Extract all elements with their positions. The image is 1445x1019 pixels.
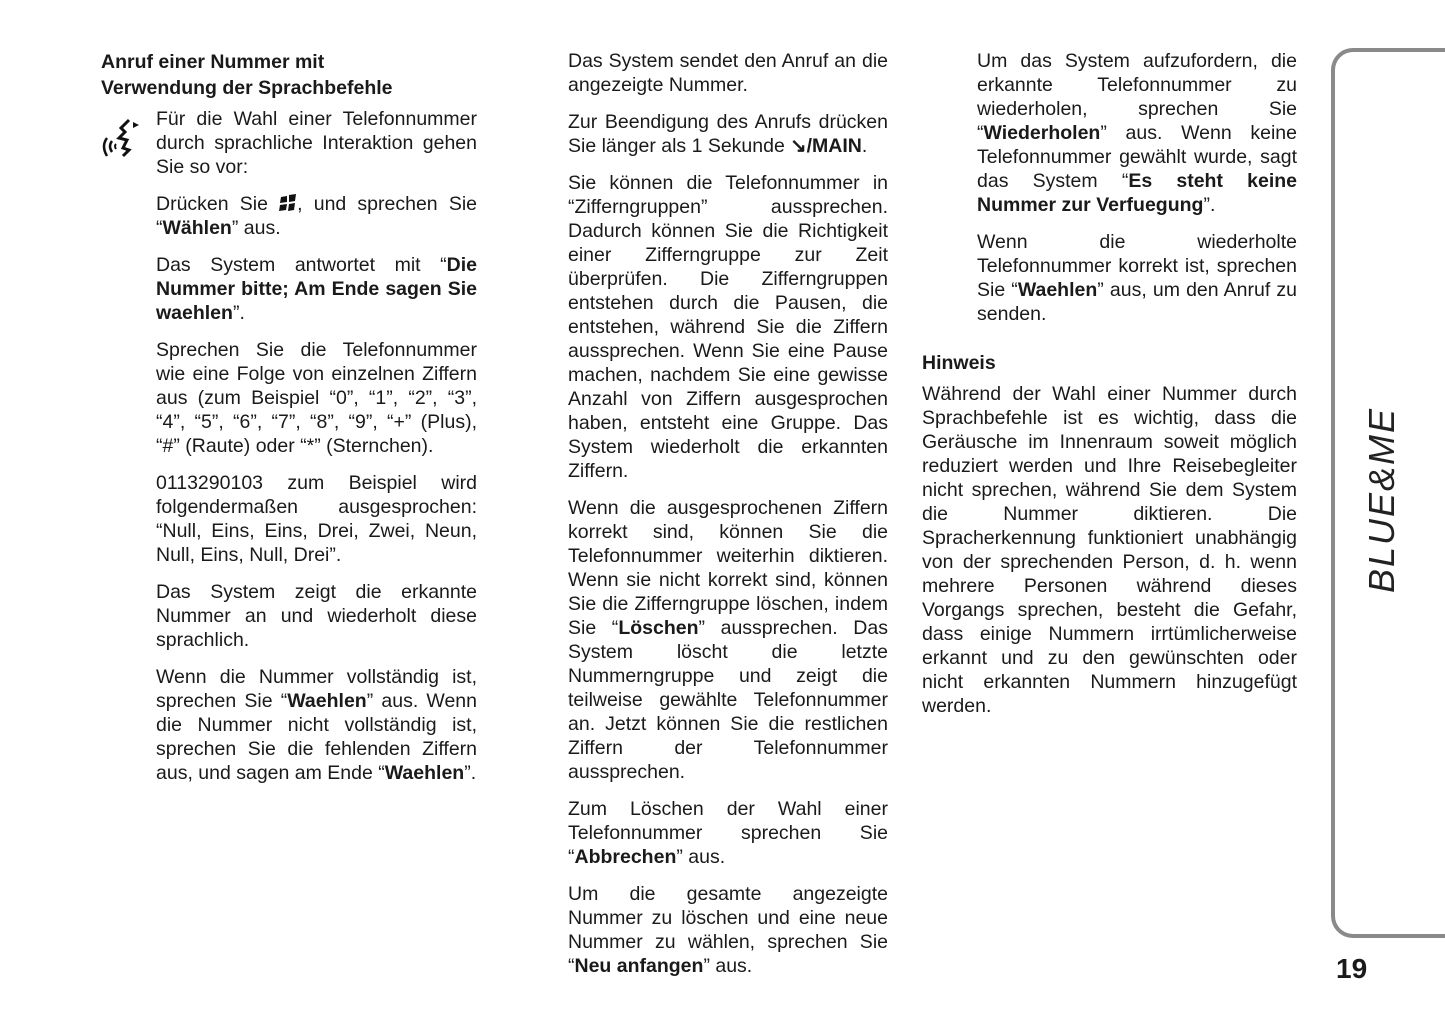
bold-text: Waehlen xyxy=(1017,279,1098,301)
bold-text: Waehlen xyxy=(384,762,465,784)
paragraph xyxy=(568,797,888,869)
bold-text: Es steht keine Nummer zur Verfuegung xyxy=(977,170,1297,216)
bold-text: ↘/MAIN xyxy=(790,135,862,157)
text: ” aussprechen. Das System löscht die letzte Nummerngruppe und zeigt die teilweise gewählte Telefonnummer an. Jetzt können Sie die restlichen Ziffern der Telefonnummer aussprechen. xyxy=(568,617,888,783)
text: Für die Wahl einer Telefonnummer durch sprachliche Interaktion gehen Sie so vor: xyxy=(156,108,477,178)
note-heading: Hinweis xyxy=(922,352,996,374)
paragraph xyxy=(977,230,1297,326)
text: Drücken Sie xyxy=(156,193,280,215)
page-number: 19 xyxy=(1336,953,1368,984)
text: ” aus. Wenn keine Telefonnummer gewählt wurde, sagt das System “ xyxy=(977,122,1297,192)
text: ” aus. xyxy=(703,955,753,977)
text: Wenn die ausgesprochenen Ziffern korrekt sind, können Sie die Telefonnummer weiterhin diktieren. Wenn sie nicht korrekt sind, können Sie die Zifferngruppe löschen, indem Sie “ xyxy=(568,497,888,639)
text: Zur Beendigung des Anrufs drücken Sie länger als 1 Sekunde xyxy=(568,111,888,157)
bold-text: Abbrechen xyxy=(574,846,677,868)
text: Das System sendet den Anruf an die angezeigte Nummer. xyxy=(568,50,888,96)
paragraph xyxy=(568,49,888,97)
text: Zum Löschen der Wahl einer Telefonnummer sprechen Sie “ xyxy=(568,798,888,868)
text: ” aus. Wenn die Nummer nicht vollständig ist, sprechen Sie die fehlenden Ziffern aus, und sagen am Ende “ xyxy=(156,690,478,784)
text: Das System antwortet mit “ xyxy=(156,254,447,276)
text: , und sprechen Sie “ xyxy=(156,193,477,239)
paragraph xyxy=(568,882,888,978)
section-heading xyxy=(101,49,477,101)
paragraph xyxy=(156,253,477,325)
blue-and-me-logo: BLUE&ME xyxy=(1361,406,1402,594)
text: Das System zeigt die erkannte Nummer an und wiederholt diese sprachlich. xyxy=(156,581,477,651)
text: Um die gesamte angezeigte Nummer zu löschen und eine neue Nummer zu wählen, sprechen Sie “ xyxy=(568,883,888,977)
text: Während der Wahl einer Nummer durch Sprachbefehle ist es wichtig, dass die Geräusche im Innenraum soweit möglich reduziert werden und Ihre Reisebegleiter nicht sprechen, während Sie dem System die Nummer diktieren. Die Spracherkennung funktioniert unabhängig von der sprechenden Person, d. h. wenn mehrere Personen während dieses Vorgangs sprechen, besteht die Gefahr, dass einige Nummern irrtümlicherweise erkannt und zu den gewünschten oder nicht erkannten Nummern hinzugefügt werden. xyxy=(922,383,1297,717)
text: Wenn die Nummer vollständig ist, sprechen Sie “ xyxy=(156,666,477,712)
text: Sprechen Sie die Telefonnummer wie eine Folge von einzelnen Ziffern aus (zum Beispiel “0”, “1”, “2”, “3”, “4”, “5”, “6”, “7”, “8”, “9”, “+” (Plus), “#” (Raute) oder “*” (Sternchen). xyxy=(156,339,477,457)
column-3 xyxy=(922,49,1297,731)
column-1 xyxy=(101,49,477,798)
bold-text: Waehlen xyxy=(287,690,367,712)
paragraph xyxy=(977,49,1297,217)
text: ” aus, um den Anruf zu senden. xyxy=(977,279,1297,325)
paragraph xyxy=(156,338,477,458)
paragraph xyxy=(156,471,477,567)
paragraph xyxy=(156,192,477,240)
text: ” aus. xyxy=(231,217,281,239)
paragraph xyxy=(568,110,888,158)
bold-text: Löschen xyxy=(618,617,699,639)
text: Wenn die wiederholte Telefonnummer korrekt ist, sprechen Sie “ xyxy=(977,231,1297,301)
heading-line: Anruf einer Nummer mit xyxy=(101,51,325,73)
bold-text: Die Nummer bitte; Am Ende sagen Sie waehlen xyxy=(156,254,477,324)
text: ”. xyxy=(464,762,477,784)
heading-line: Verwendung der Sprachbefehle xyxy=(101,77,393,99)
text: 0113290103 zum Beispiel wird folgendermaßen ausgesprochen: “Null, Eins, Eins, Drei, Zwei, Neun, Null, Eins, Null, Drei”. xyxy=(156,472,477,566)
column-2 xyxy=(568,49,888,991)
paragraph xyxy=(568,496,888,784)
text: . xyxy=(861,135,868,157)
text: Sie können die Telefonnummer in “Zifferngruppen” aussprechen. Dadurch können Sie die Richtigkeit einer Zifferngruppe zur Zeit überprüfen. Die Zifferngruppen entstehen durch die Pausen, die entstehen, während Sie die Ziffern aussprechen. Wenn Sie eine Pause machen, nachdem Sie eine gewisse Anzahl von Ziffern ausgesprochen haben, entsteht eine Gruppe. Das System wiederholt die erkannten Ziffern. xyxy=(568,172,888,482)
bold-text: Wählen xyxy=(162,217,232,239)
text: Um das System aufzufordern, die erkannte Telefonnummer zu wiederholen, sprechen Sie “ xyxy=(977,50,1297,144)
text: ”. xyxy=(232,302,245,324)
paragraph xyxy=(156,665,477,785)
bold-text: Neu anfangen xyxy=(574,955,704,977)
paragraph xyxy=(922,382,1297,718)
text: ” aus. xyxy=(676,846,726,868)
paragraph xyxy=(156,107,477,179)
text: ”. xyxy=(1203,194,1216,216)
bold-text: Wiederholen xyxy=(983,122,1101,144)
paragraph xyxy=(156,580,477,652)
paragraph xyxy=(568,171,888,483)
voice-key-icon xyxy=(279,194,297,212)
